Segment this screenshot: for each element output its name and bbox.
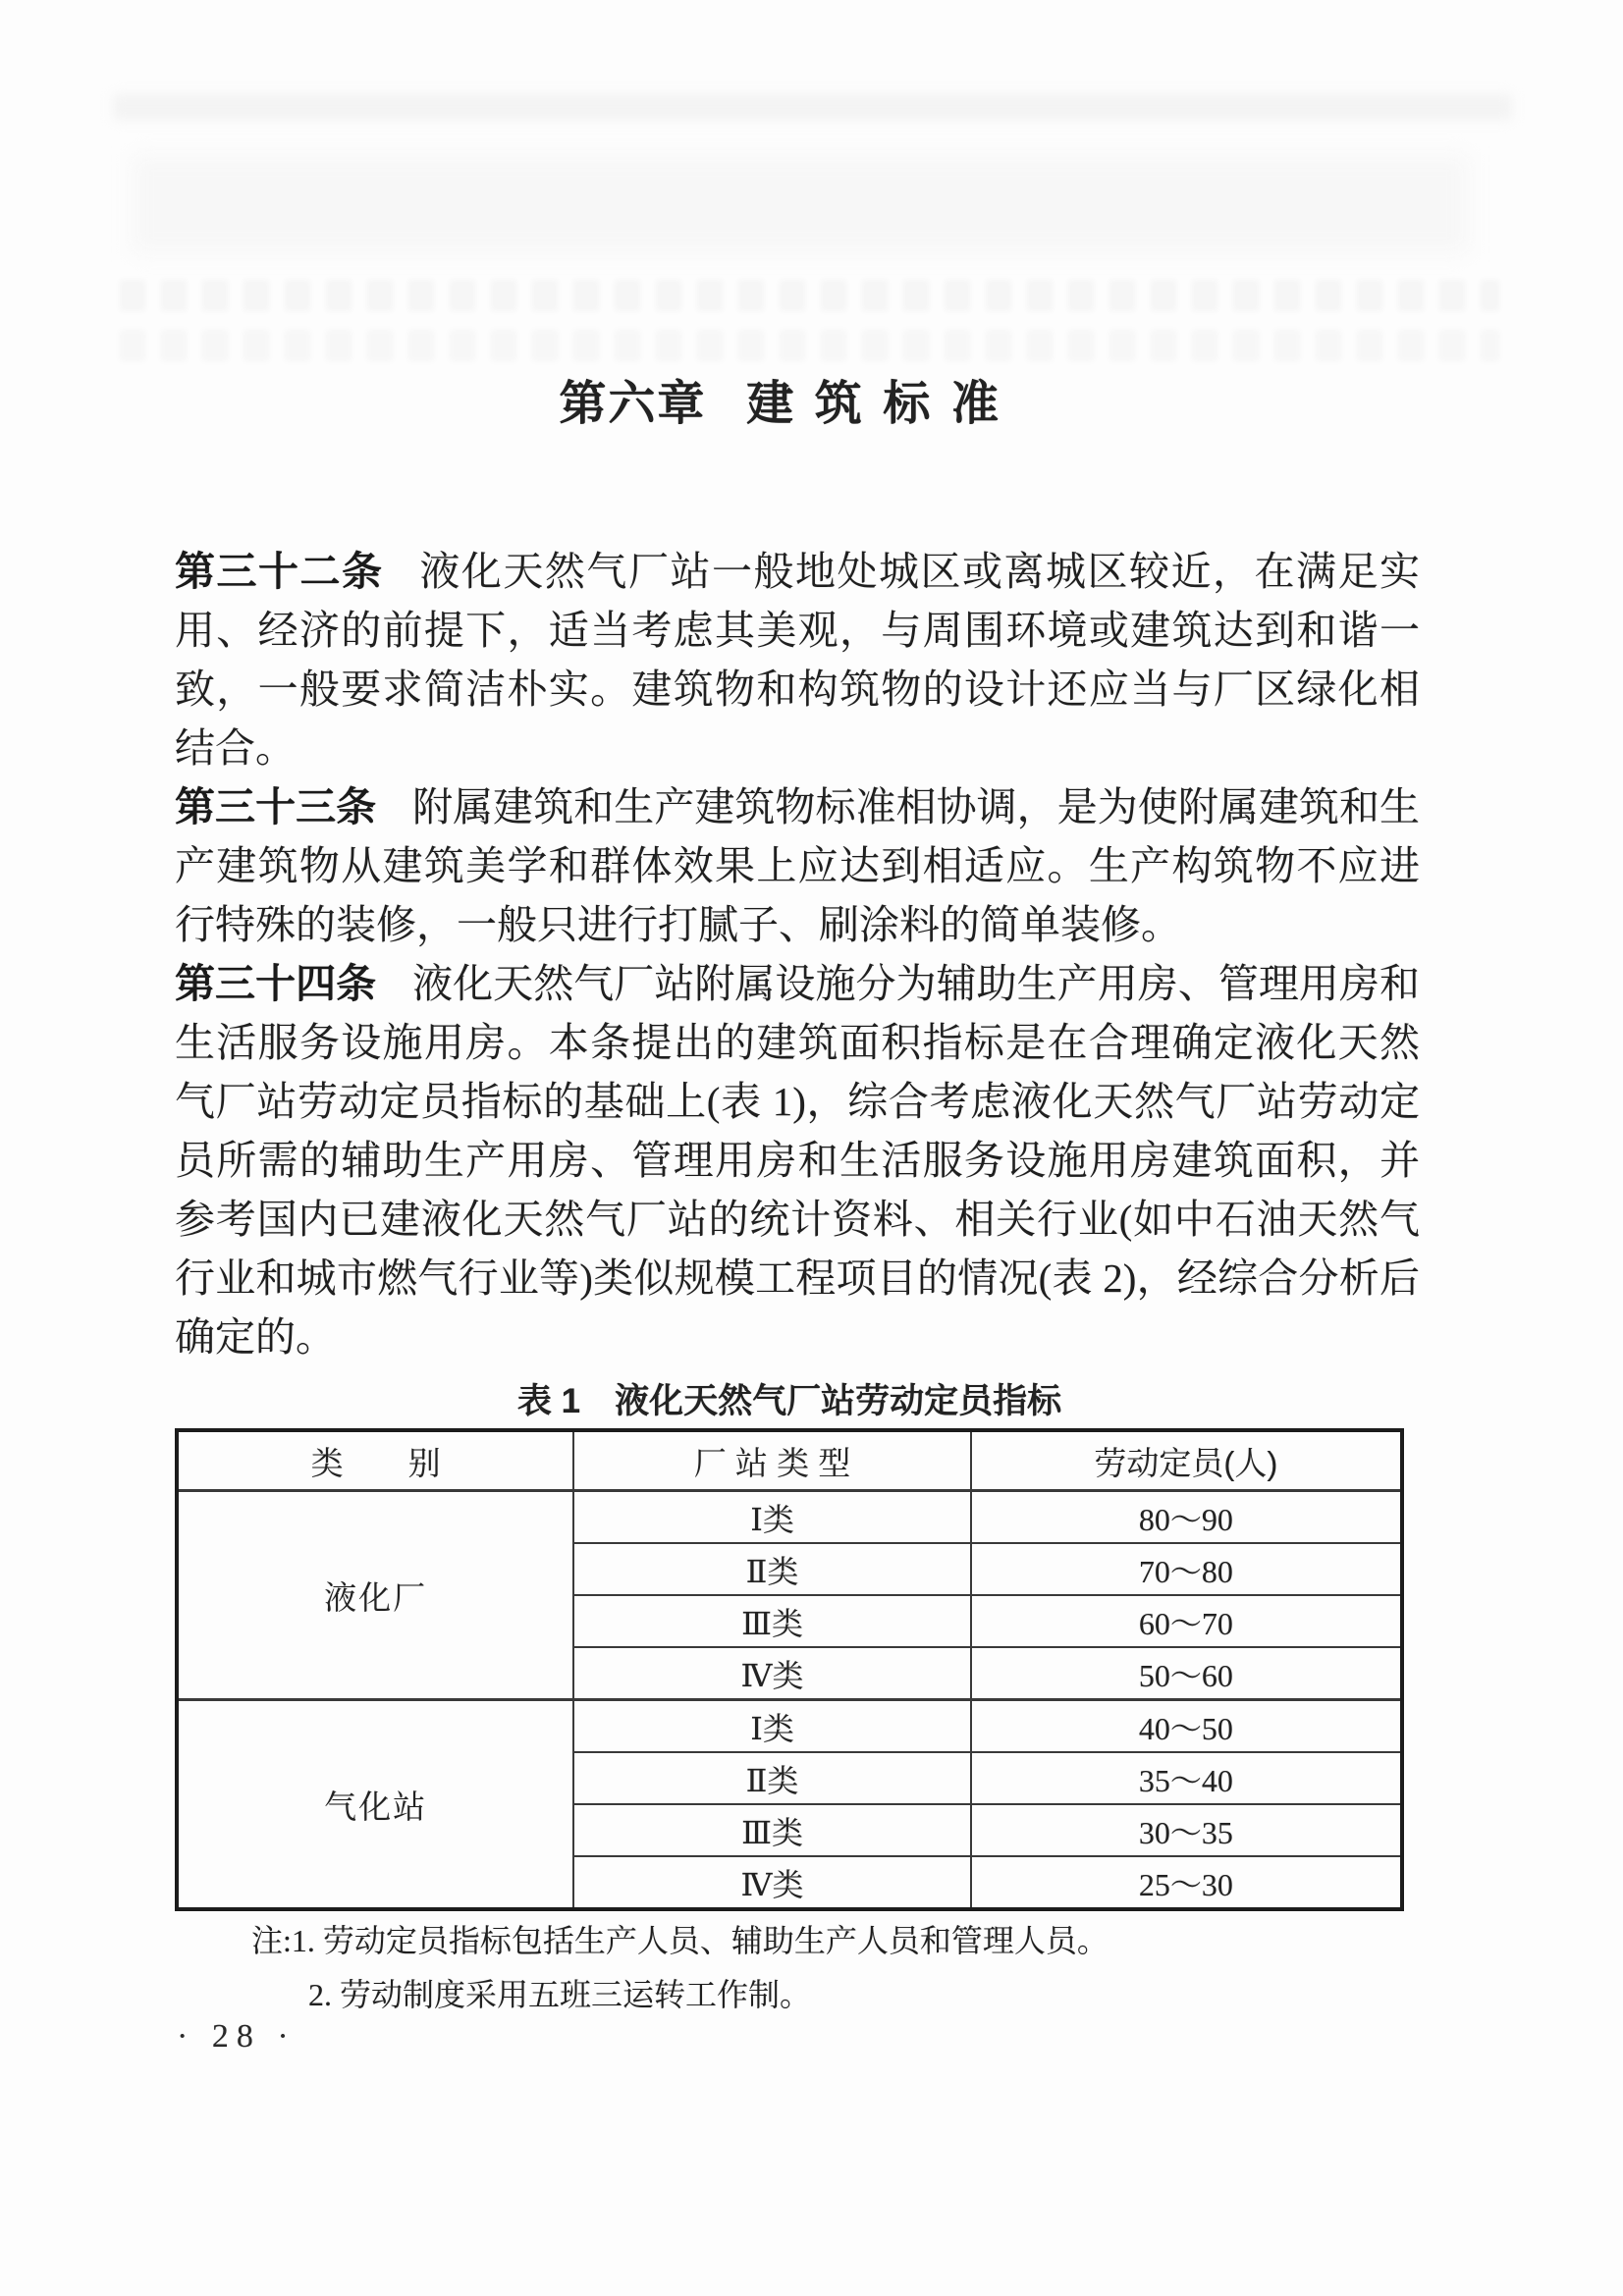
table-notes [251,1914,1410,2022]
table-row [177,1700,1402,1753]
staff-count-cell: 25～30 [971,1856,1402,1909]
staff-count-cell: 80～90 [971,1491,1402,1544]
article-term: 第三十二条 [175,549,384,594]
labor-staffing-table [175,1428,1404,1911]
note-text: 2. 劳动制度采用五班三运转工作制。 [308,1977,812,2012]
station-type-cell: Ⅲ类 [573,1804,970,1856]
category-cell: 气化站 [177,1700,573,1910]
article-paragraph [175,954,1420,1366]
article-term: 第三十三条 [175,784,377,829]
note-text: 1. 劳动定员指标包括生产人员、辅助生产人员和管理人员。 [291,1923,1109,1958]
header-station-type: 厂 站 类 型 [573,1430,970,1491]
category-cell: 液化厂 [177,1491,573,1700]
station-type-cell: Ⅰ类 [573,1700,970,1753]
bleedthrough-text-line [120,280,1499,311]
article-paragraph [175,777,1420,954]
article-text: 附属建筑和生产建筑物标准相协调，是为使附属建筑和生产建筑物从建筑美学和群体效果上应达到相适应。生产构筑物不应进行特殊的装修，一般只进行打腻子、刷涂料的简单装修。 [175,784,1421,947]
note-label: 注: [251,1923,292,1958]
article-paragraph [175,542,1420,777]
note-item [251,1968,1410,2022]
note-item [251,1914,1410,1968]
article-term: 第三十四条 [175,961,377,1006]
page-number: · 28 · [177,2018,297,2055]
station-type-cell: Ⅳ类 [573,1856,970,1909]
scan-shadow-band [113,94,1512,120]
station-type-cell: Ⅰ类 [573,1491,970,1544]
staff-count-cell: 50～60 [971,1647,1402,1700]
bleedthrough-text-line [120,330,1499,361]
station-type-cell: Ⅱ类 [573,1543,970,1595]
staff-count-cell: 60～70 [971,1595,1402,1647]
staff-count-cell: 70～80 [971,1543,1402,1595]
station-type-cell: Ⅲ类 [573,1595,970,1647]
table-row [177,1491,1402,1544]
chapter-title [175,365,1404,433]
staff-count-cell: 30～35 [971,1804,1402,1856]
header-category: 类 别 [177,1430,573,1491]
chapter-number: 第六章 [559,378,707,430]
article-text: 液化天然气厂站附属设施分为辅助生产用房、管理用房和生活服务设施用房。本条提出的建筑面积指标是在合理确定液化天然气厂站劳动定员指标的基础上(表 1)，综合考虑液化天然气厂站劳动定员所需的辅助生产用房、管理用房和生活服务设施用房建筑面积，并参考国内已建液化天然气厂站的统计资料、相关行业(如中石油天然气行业和城市燃气行业等)类似规模工程项目的情况(表 2)，经综合分析后确定的。 [175,961,1421,1360]
body-text-block [175,542,1420,1366]
staff-count-cell: 35～40 [971,1752,1402,1804]
station-type-cell: Ⅳ类 [573,1647,970,1700]
station-type-cell: Ⅱ类 [573,1752,970,1804]
table-caption: 表 1 液化天然气厂站劳动定员指标 [516,1382,1062,1420]
article-text: 液化天然气厂站一般地处城区或离城区较近，在满足实用、经济的前提下，适当考虑其美观，与周围环境或建筑达到和谐一致，一般要求简洁朴实。建筑物和构筑物的设计还应当与厂区绿化相结合。 [175,549,1421,771]
staff-count-cell: 40～50 [971,1700,1402,1753]
bleedthrough-smudge [133,155,1468,253]
table-header-row [177,1430,1402,1491]
chapter-name: 建筑标准 [746,378,1020,430]
header-staff-count: 劳动定员(人) [971,1430,1402,1491]
